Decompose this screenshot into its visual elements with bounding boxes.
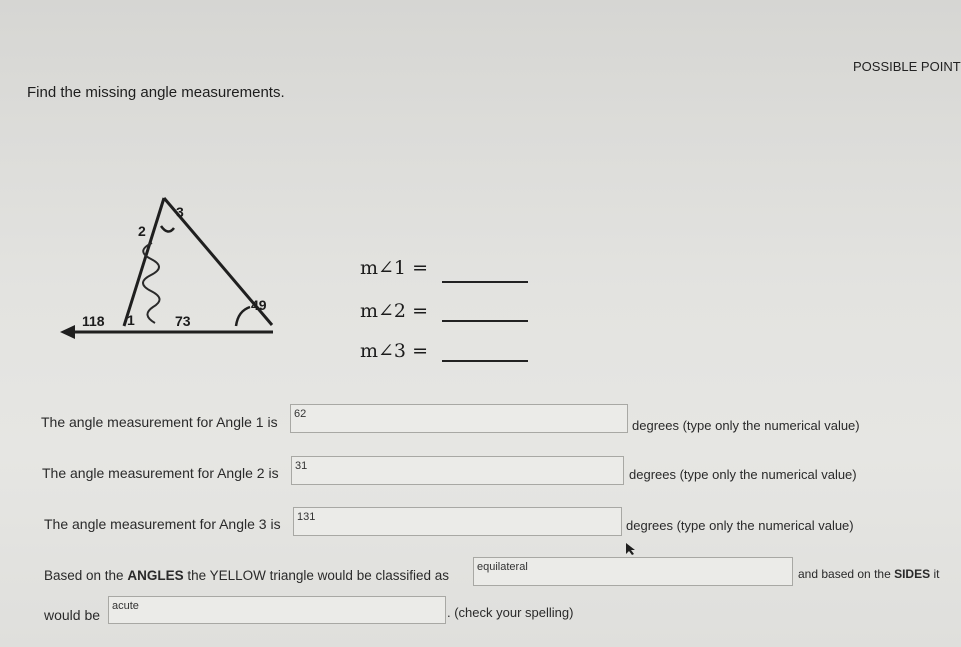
question-instruction: Find the missing angle measurements. (27, 84, 285, 101)
outer-angle-label: 49 (251, 297, 267, 313)
angle3-marker (161, 226, 174, 232)
exterior-angle-marker (236, 307, 250, 326)
angle1-suffix: degrees (type only the numerical value) (632, 418, 860, 433)
angle1-input[interactable]: 62 (290, 404, 628, 433)
equation-angle1-blank (442, 281, 528, 283)
angle1-label: 1 (127, 312, 135, 328)
classify-sides-suffix: . (check your spelling) (447, 605, 574, 620)
angle3-input[interactable]: 131 (293, 507, 622, 536)
angle1-prompt: The angle measurement for Angle 1 is (41, 414, 278, 430)
equation-angle1: m∠1 = (360, 257, 428, 279)
equation-angle3-blank (442, 360, 528, 362)
classify-sides-input[interactable]: acute (108, 596, 446, 624)
equation-angle3: m∠3 = (360, 340, 428, 362)
triangle-left-side (124, 198, 164, 326)
base-angle-label: 73 (175, 313, 191, 329)
equation-angle2-blank (442, 320, 528, 322)
base-ray-arrowhead (60, 325, 75, 339)
classify-sides-prompt: would be (44, 607, 101, 623)
mouse-cursor-icon (625, 542, 637, 556)
classify-angles-suffix: and based on the SIDES it (798, 567, 940, 581)
classify-angles-prompt: Based on the ANGLES the YELLOW triangle would be classified as (44, 568, 449, 583)
angle2-prompt: The angle measurement for Angle 2 is (42, 465, 279, 481)
angle3-suffix: degrees (type only the numerical value) (626, 518, 854, 533)
classify-angles-input[interactable]: equilateral (473, 557, 793, 586)
equation-angle2: m∠2 = (360, 300, 428, 322)
possible-points-label: POSSIBLE POINT (853, 59, 961, 74)
angle2-label: 2 (138, 223, 146, 239)
angle2-suffix: degrees (type only the numerical value) (629, 467, 857, 482)
exterior-angle-label: 118 (82, 313, 105, 329)
angle2-arc-squiggle (143, 243, 160, 323)
angle3-label: 3 (176, 204, 184, 220)
angle2-input[interactable]: 31 (291, 456, 624, 485)
triangle-diagram (55, 185, 280, 345)
angle3-prompt: The angle measurement for Angle 3 is (44, 516, 281, 532)
